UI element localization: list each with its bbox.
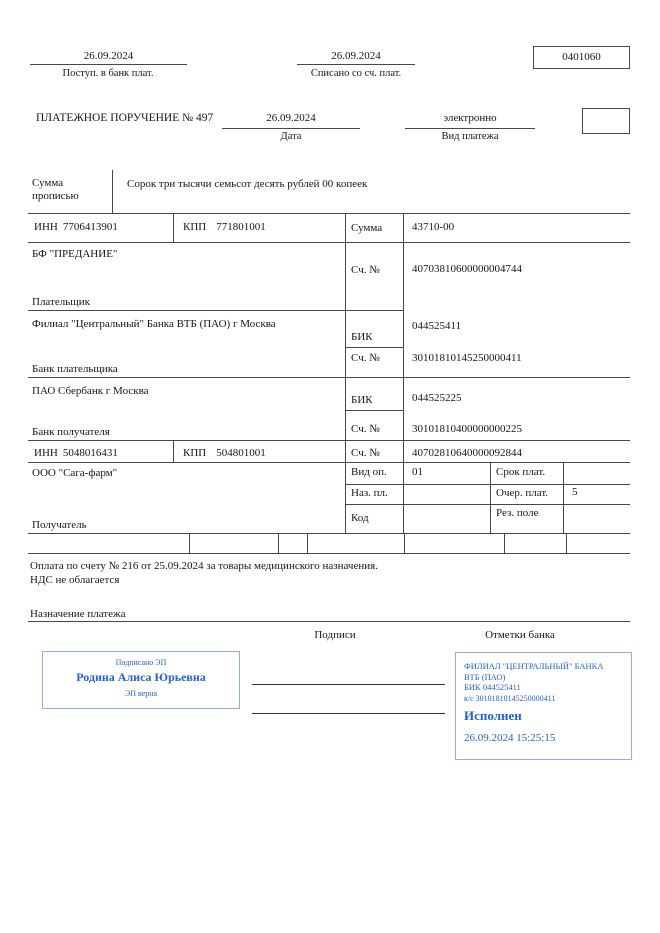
table-line bbox=[566, 533, 567, 553]
payer-bank-section-label: Банк плательщика bbox=[32, 363, 118, 375]
payer-bank-account-label: Сч. № bbox=[351, 352, 380, 364]
priority-label: Очер. плат. bbox=[496, 487, 549, 499]
beneficiary-bank-bik-label: БИК bbox=[351, 394, 373, 406]
table-line bbox=[345, 213, 346, 533]
received-date: 26.09.2024 bbox=[83, 50, 134, 62]
debited-underline bbox=[297, 64, 415, 65]
beneficiary-account: 40702810640000092844 bbox=[412, 447, 522, 459]
purpose-section-label: Назначение платежа bbox=[30, 608, 126, 620]
table-line bbox=[404, 533, 405, 553]
payer-bank-bik-label: БИК bbox=[351, 331, 373, 343]
reserve-box bbox=[582, 108, 630, 134]
table-line bbox=[403, 213, 404, 533]
signature-line-1 bbox=[252, 684, 445, 685]
due-label: Срок плат. bbox=[496, 466, 546, 478]
payer-bank-bik: 044525411 bbox=[412, 320, 462, 332]
payment-kind-label: Вид платежа bbox=[441, 131, 499, 142]
table-line bbox=[307, 533, 308, 553]
form-code: 0401060 bbox=[562, 51, 601, 63]
ep-stamp bbox=[42, 651, 240, 709]
bank-marks-label: Отметки банка bbox=[485, 629, 555, 641]
purpose-underline bbox=[28, 621, 630, 622]
sum-label: Сумма bbox=[351, 222, 383, 234]
beneficiary-bank-account: 30101810400000000225 bbox=[412, 423, 522, 435]
table-line bbox=[345, 347, 404, 348]
payment-kind-value: электронно bbox=[443, 112, 497, 124]
bank-stamp-bik: БИК 044525411 bbox=[464, 682, 521, 692]
table-line bbox=[28, 440, 630, 441]
op-kind-label: Вид оп. bbox=[351, 466, 387, 478]
payer-kpp: КПП 771801001 bbox=[183, 221, 266, 233]
table-line bbox=[28, 377, 630, 378]
payer-section-label: Плательщик bbox=[32, 296, 90, 308]
beneficiary-bank-name: ПАО Сбербанк г Москва bbox=[32, 385, 149, 397]
signature-line-2 bbox=[252, 713, 445, 714]
table-line bbox=[189, 533, 190, 553]
date-label: Дата bbox=[280, 131, 302, 142]
table-line bbox=[504, 533, 505, 553]
payer-name: БФ "ПРЕДАНИЕ" bbox=[32, 248, 118, 260]
reserve-field-label: Рез. поле bbox=[496, 507, 539, 519]
table-line bbox=[278, 533, 279, 553]
bank-stamp-datetime: 26.09.2024 15:25:15 bbox=[464, 732, 556, 744]
payment-kind-underline bbox=[405, 128, 535, 129]
table-line bbox=[345, 504, 630, 505]
table-line bbox=[28, 533, 630, 534]
code-label: Код bbox=[351, 512, 369, 524]
sum-value: 43710-00 bbox=[412, 221, 455, 233]
payer-account: 40703810600000004744 bbox=[412, 263, 522, 275]
table-line bbox=[28, 310, 404, 311]
purpose-line-2: НДС не облагается bbox=[30, 574, 120, 586]
op-kind-value: 01 bbox=[412, 466, 423, 478]
table-line bbox=[563, 462, 564, 533]
table-line bbox=[345, 484, 630, 485]
beneficiary-account-label: Сч. № bbox=[351, 447, 380, 459]
bank-stamp bbox=[455, 652, 632, 760]
bank-stamp-status: Исполнен bbox=[464, 708, 522, 723]
ep-stamp-signer-name: Родина Алиса Юрьевна bbox=[76, 670, 206, 684]
debited-date: 26.09.2024 bbox=[331, 50, 381, 62]
document-title: ПЛАТЕЖНОЕ ПОРУЧЕНИЕ № 497 bbox=[36, 112, 214, 124]
table-line bbox=[173, 440, 174, 462]
ep-stamp-signed-label: Подписано ЭП bbox=[115, 658, 167, 667]
signatures-label: Подписи bbox=[314, 629, 356, 641]
bank-stamp-corr-account: к/с 30101810145250000411 bbox=[464, 694, 556, 703]
priority-value: 5 bbox=[572, 486, 578, 498]
amount-words-value: Сорок три тысячи семьсот десять рублей 00 копеек bbox=[127, 178, 368, 190]
received-label: Поступ. в банк плат. bbox=[62, 68, 154, 79]
form-code-box bbox=[533, 46, 630, 69]
table-line bbox=[28, 213, 630, 214]
purpose-code-label: Наз. пл. bbox=[351, 487, 388, 499]
payer-bank-name: Филиал "Центральный" Банка ВТБ (ПАО) г Москва bbox=[32, 318, 276, 330]
payer-account-label: Сч. № bbox=[351, 264, 380, 276]
table-line bbox=[173, 213, 174, 242]
beneficiary-section-label: Получатель bbox=[32, 519, 87, 531]
document-date: 26.09.2024 bbox=[266, 112, 316, 124]
payer-inn: ИНН 7706413901 bbox=[34, 221, 118, 233]
table-line bbox=[28, 553, 630, 554]
debited-label: Списано со сч. плат. bbox=[310, 68, 402, 79]
table-line bbox=[28, 242, 630, 243]
purpose-line-1: Оплата по счету № 216 от 25.09.2024 за товары медицинского назначения. bbox=[30, 560, 378, 572]
beneficiary-bank-section-label: Банк получателя bbox=[32, 426, 110, 438]
beneficiary-bank-account-label: Сч. № bbox=[351, 423, 380, 435]
ep-stamp-valid-label: ЭП верна bbox=[124, 689, 158, 698]
beneficiary-inn: ИНН 5048016431 bbox=[34, 447, 118, 459]
received-underline bbox=[30, 64, 187, 65]
bank-stamp-branch-line-2: ВТБ (ПАО) bbox=[464, 672, 506, 682]
date-underline bbox=[222, 128, 360, 129]
bank-stamp-branch-line-1: ФИЛИАЛ "ЦЕНТРАЛЬНЫЙ" БАНКА bbox=[464, 661, 604, 671]
beneficiary-kpp: КПП 504801001 bbox=[183, 447, 266, 459]
amount-words-divider bbox=[112, 170, 113, 213]
beneficiary-bank-bik: 044525225 bbox=[412, 392, 462, 404]
table-line bbox=[345, 410, 404, 411]
table-line bbox=[28, 462, 630, 463]
table-line bbox=[490, 462, 491, 533]
amount-words-label: Сумма прописью bbox=[32, 177, 79, 202]
beneficiary-name: ООО "Сага-фарм" bbox=[32, 467, 118, 479]
payer-bank-account: 30101810145250000411 bbox=[412, 352, 522, 364]
